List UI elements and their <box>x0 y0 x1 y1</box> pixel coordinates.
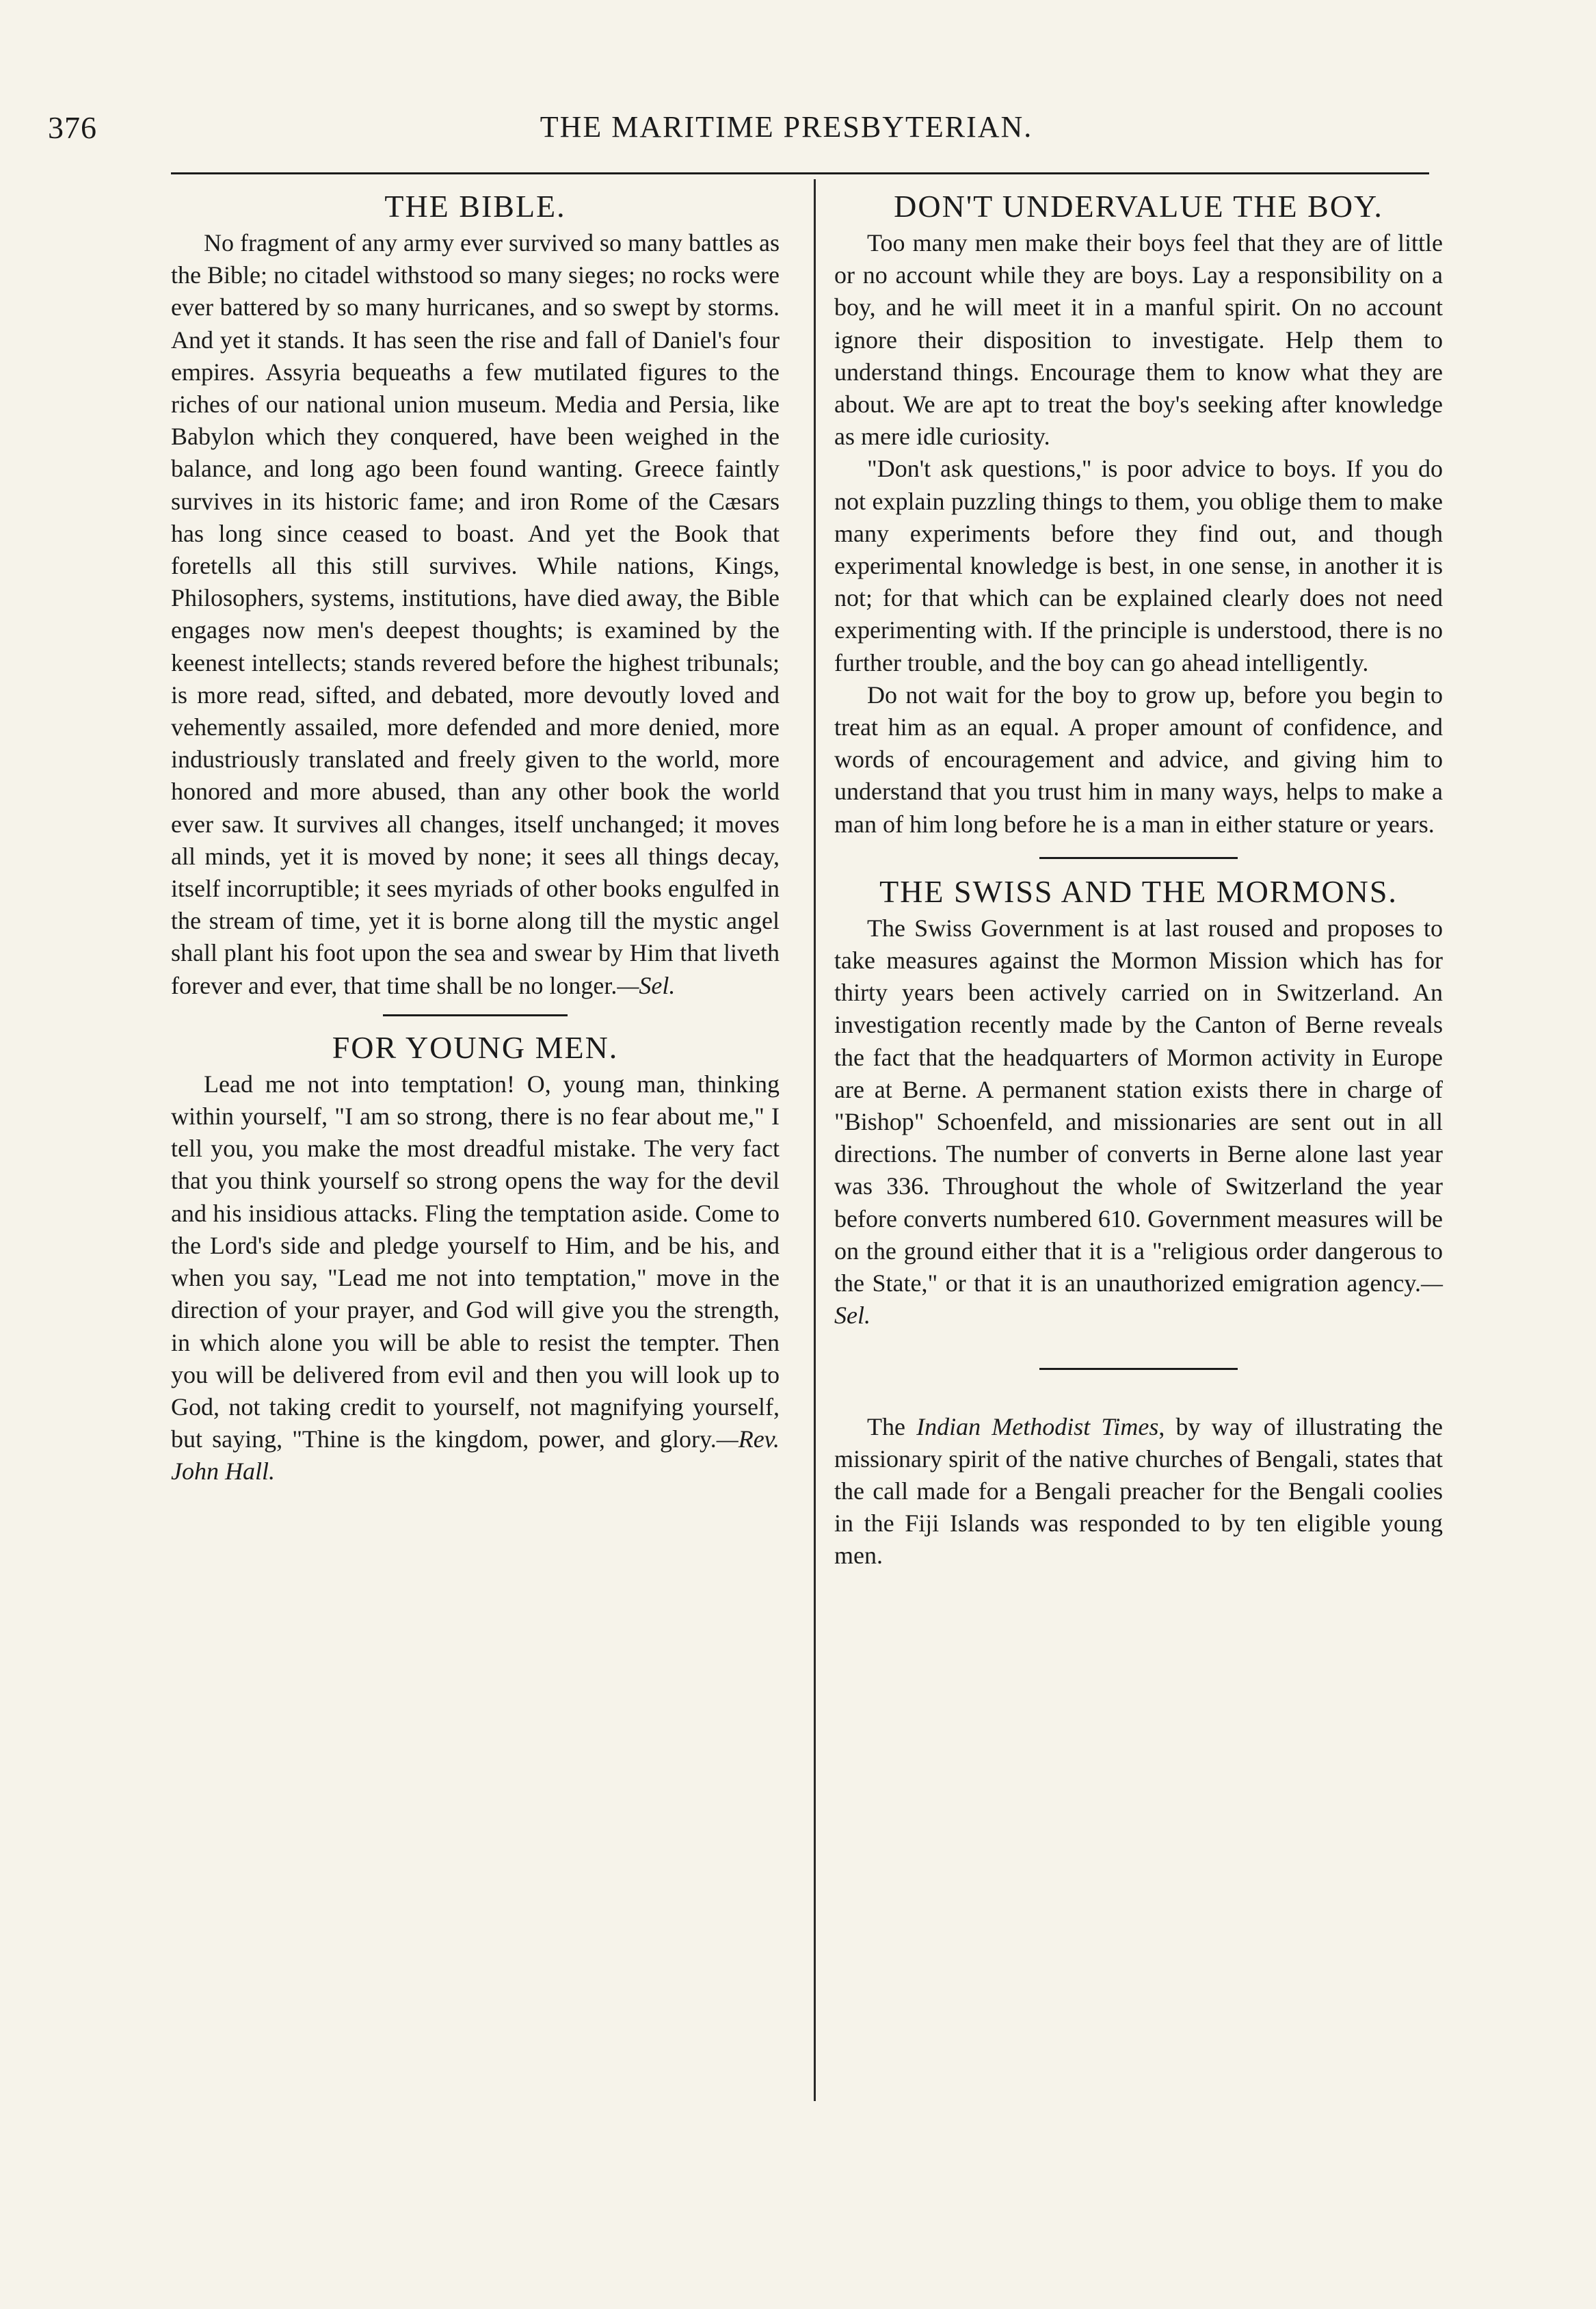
page-header <box>48 109 1443 153</box>
article-body-mormons <box>834 912 1443 1332</box>
mormons-text: The Swiss Government is at last roused and proposes to take measures against the Mormon Mission which has for thirty years been actively carried on in Switzerland. An investigation recently made by the Canton of Berne reveals the fact that the headquarters of Mormon activity in Europe are at Berne. A permanent station exists there in charge of "Bishop" Schoenfeld, and missionaries are sent out in all directions. The number of converts in Berne alone last year was 336. Throughout the whole of Switzerland the year before converts numbered 610. Government measures will be on the ground either that it is a "religious order dangerous to the State," or that it is an unauthorized emigration agency. <box>834 914 1443 1297</box>
article-title-young-men: FOR YOUNG MEN. <box>332 1029 619 1065</box>
section-rule <box>1039 1368 1238 1370</box>
header-rule <box>171 172 1429 174</box>
young-men-source: —Rev. John Hall. <box>171 1425 780 1486</box>
boy-paragraph-3: Do not wait for the boy to grow up, before you begin to treat him as an equal. A proper amount of confidence, and words of encouragement and advice, and giving him to understand that you trust him in many ways, helps to make a man of him long before he is a man in either stature or years. <box>834 681 1443 838</box>
right-column <box>834 186 1443 1572</box>
column-divider <box>814 179 816 2101</box>
young-men-text: Lead me not into temptation! O, young man, thinking within yourself, "I am so strong, there is no fear about me," I tell you, you make the most dreadful mistake. The very fact that you think yourself so strong opens the way for the devil and his insidious attacks. Fling the temptation aside. Come to the Lord's side and pledge yourself to Him, and be his, and when you say, "Lead me not into temptation," move in the direction of your prayer, and God will give you the strength, in which alone you will be able to resist the tempter. Then you will be delivered from evil and then you will look up to God, not taking credit to yourself, not magnifying yourself, but saying, "Thine is the kingdom, power, and glory. <box>171 1070 780 1453</box>
running-head: THE MARITIME PRESBYTERIAN. <box>540 110 1033 144</box>
article-title-mormons: THE SWISS AND THE MORMONS. <box>879 873 1398 909</box>
bible-source: —Sel. <box>617 971 676 999</box>
section-rule <box>1039 857 1238 859</box>
page-number: 376 <box>48 110 97 145</box>
left-column <box>171 186 780 1488</box>
article-body-bible <box>171 227 780 1002</box>
bengali-text: , by way of illustrating the missionary spirit of the native churches of Bengali, states that the call made for a Bengali preacher for the Bengali coolies in the Fiji Islands was responded to by ten eligible young men. <box>834 1412 1444 1570</box>
article-body-bengali <box>834 1411 1443 1572</box>
bible-text: No fragment of any army ever survived so many battles as the Bible; no citadel withstood so many sieges; no rocks were ever battered by so many hurricanes, and so swept by storms. And yet it stands. It has seen the rise and fall of Daniel's four empires. Assyria bequeaths a few mutilated figures to the riches of our national union museum. Media and Persia, like Babylon which they conquered, have been weighed in the balance, and long ago been found wanting. Greece faintly survives in its historic fame; and iron Rome of the Cæsars has long since ceased to boast. And yet the Book that foretells all this still survives. While nations, Kings, Philosophers, systems, institutions, have died away, the Bible engages now men's deepest thoughts; is examined by the keenest intellects; stands revered before the highest tribunals; is more read, sifted, and debated, more devoutly loved and vehemently assailed, more defended and more denied, more industriously translated and freely given to the world, more honored and more abused, than any other book the world ever saw. It survives all changes, itself unchanged; it moves all minds, yet it is moved by none; it sees all things decay, itself incorruptible; it sees myriads of other books engulfed in the stream of time, yet it is borne along till the mystic angel shall plant his foot upon the sea and swear by Him that liveth forever and ever, that time shall be no longer. <box>171 229 780 999</box>
bengali-paper-title: Indian Methodist Times <box>916 1412 1159 1440</box>
boy-paragraph-1: Too many men make their boys feel that they are of little or no account while they are boys. Lay a responsibility on a boy, and he will meet it in a manful spirit. On no account ignore their disposition to investigate. Help them to understand things. Encourage them to know what they are about. We are apt to treat the boy's seeking after knowledge as mere idle curiosity. <box>834 229 1443 451</box>
article-title-boy: DON'T UNDERVALUE THE BOY. <box>894 189 1383 224</box>
mormons-source: —Sel. <box>834 1269 1443 1330</box>
article-body-young-men <box>171 1068 780 1488</box>
boy-paragraph-2: "Don't ask questions," is poor advice to boys. If you do not explain puzzling things to them, you oblige them to make many experiments before they find out, and though experimental knowledge is best, in one sense, in another it is not; for that which can be explained clearly does not need experimenting with. If the principle is understood, there is no further trouble, and the boy can go ahead intelligently. <box>834 455 1443 676</box>
bengali-prefix: The <box>867 1412 905 1440</box>
article-title-bible: THE BIBLE. <box>384 189 566 224</box>
section-rule <box>383 1014 568 1016</box>
